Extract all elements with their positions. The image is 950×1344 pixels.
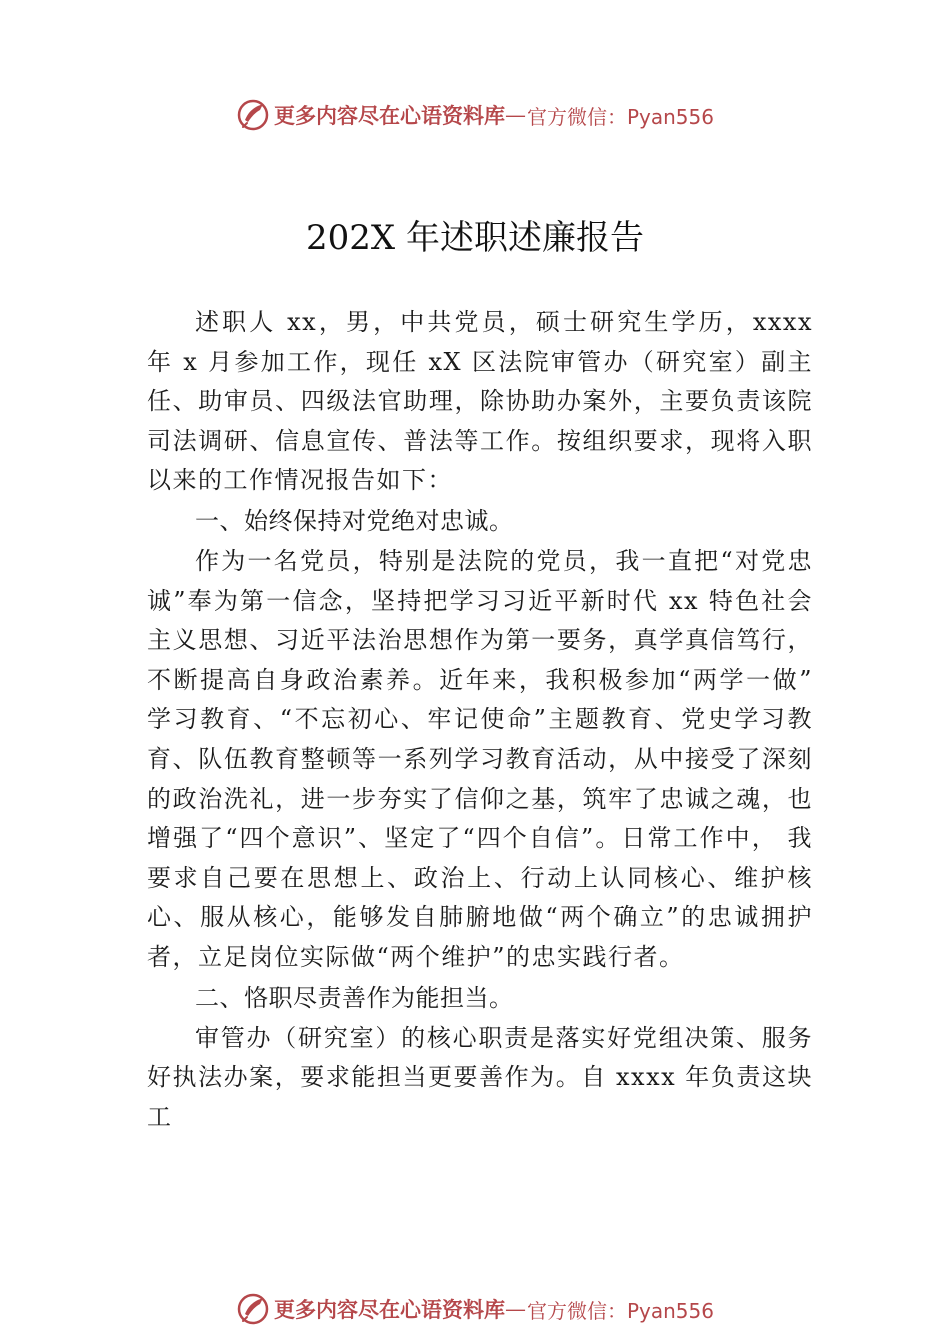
watermark-separator: — <box>504 1297 527 1321</box>
watermark-brand: 更多内容尽在心语资料库 <box>273 103 505 128</box>
intro-paragraph: 述职人 xx，男，中共党员，硕士研究生学历，xxxx 年 x 月参加工作，现任 xX 区法院审管办（研究室）副主任、助审员、四级法官助理，除协助办案外，主要负责该院司法调研、信息宣传、普法等工作。按组织要求，现将入职以来的工作情况报告如下： <box>147 308 813 495</box>
section-heading-2: 二、恪职尽责善作为能担当。 <box>195 983 514 1012</box>
brand-logo-icon <box>236 1292 270 1326</box>
watermark-wechat: 官方微信：Pyan556 <box>526 1298 714 1323</box>
watermark-brand: 更多内容尽在心语资料库 <box>273 1297 505 1322</box>
footer-watermark <box>0 1287 950 1331</box>
document-body <box>147 303 813 1137</box>
watermark-wechat: 官方微信：Pyan556 <box>526 104 714 129</box>
brand-logo-icon <box>236 98 270 132</box>
document-title: 202X 年述职述廉报告 <box>306 218 644 258</box>
section-1-paragraph: 作为一名党员，特别是法院的党员，我一直把“对党忠诚”奉为第一信念，坚持把学习习近平新时代 xx 特色社会主义思想、习近平法治思想作为第一要务，真学真信笃行， 不断提高自身政治素养。近年来，我积极参加“两学一做” 学习教育、“不忘初心、牢记使命”主题教育、党史学习教育、队伍教育整顿等一系列学习教育活动，从中接受了深刻的政治洗礼，进一步夯实了信仰之基，筑牢了忠诚之魂，也增强了“四个意识”、坚定了“四个自信”。日常工作中， 我要求自己要在思想上、政治上、行动上认同核心、维护核心、服从核心，能够发自肺腑地做“两个确立”的忠诚拥护者，立足岗位实际做“两个维护”的忠实践行者。 <box>147 546 813 971</box>
header-watermark <box>0 93 950 137</box>
section-heading-1: 一、始终保持对党绝对忠诚。 <box>195 506 514 535</box>
section-2-paragraph: 审管办（研究室）的核心职责是落实好党组决策、服务好执法办案，要求能担当更要善作为。自 xxxx 年负责这块工 <box>147 1023 813 1131</box>
watermark-separator: — <box>504 103 527 127</box>
